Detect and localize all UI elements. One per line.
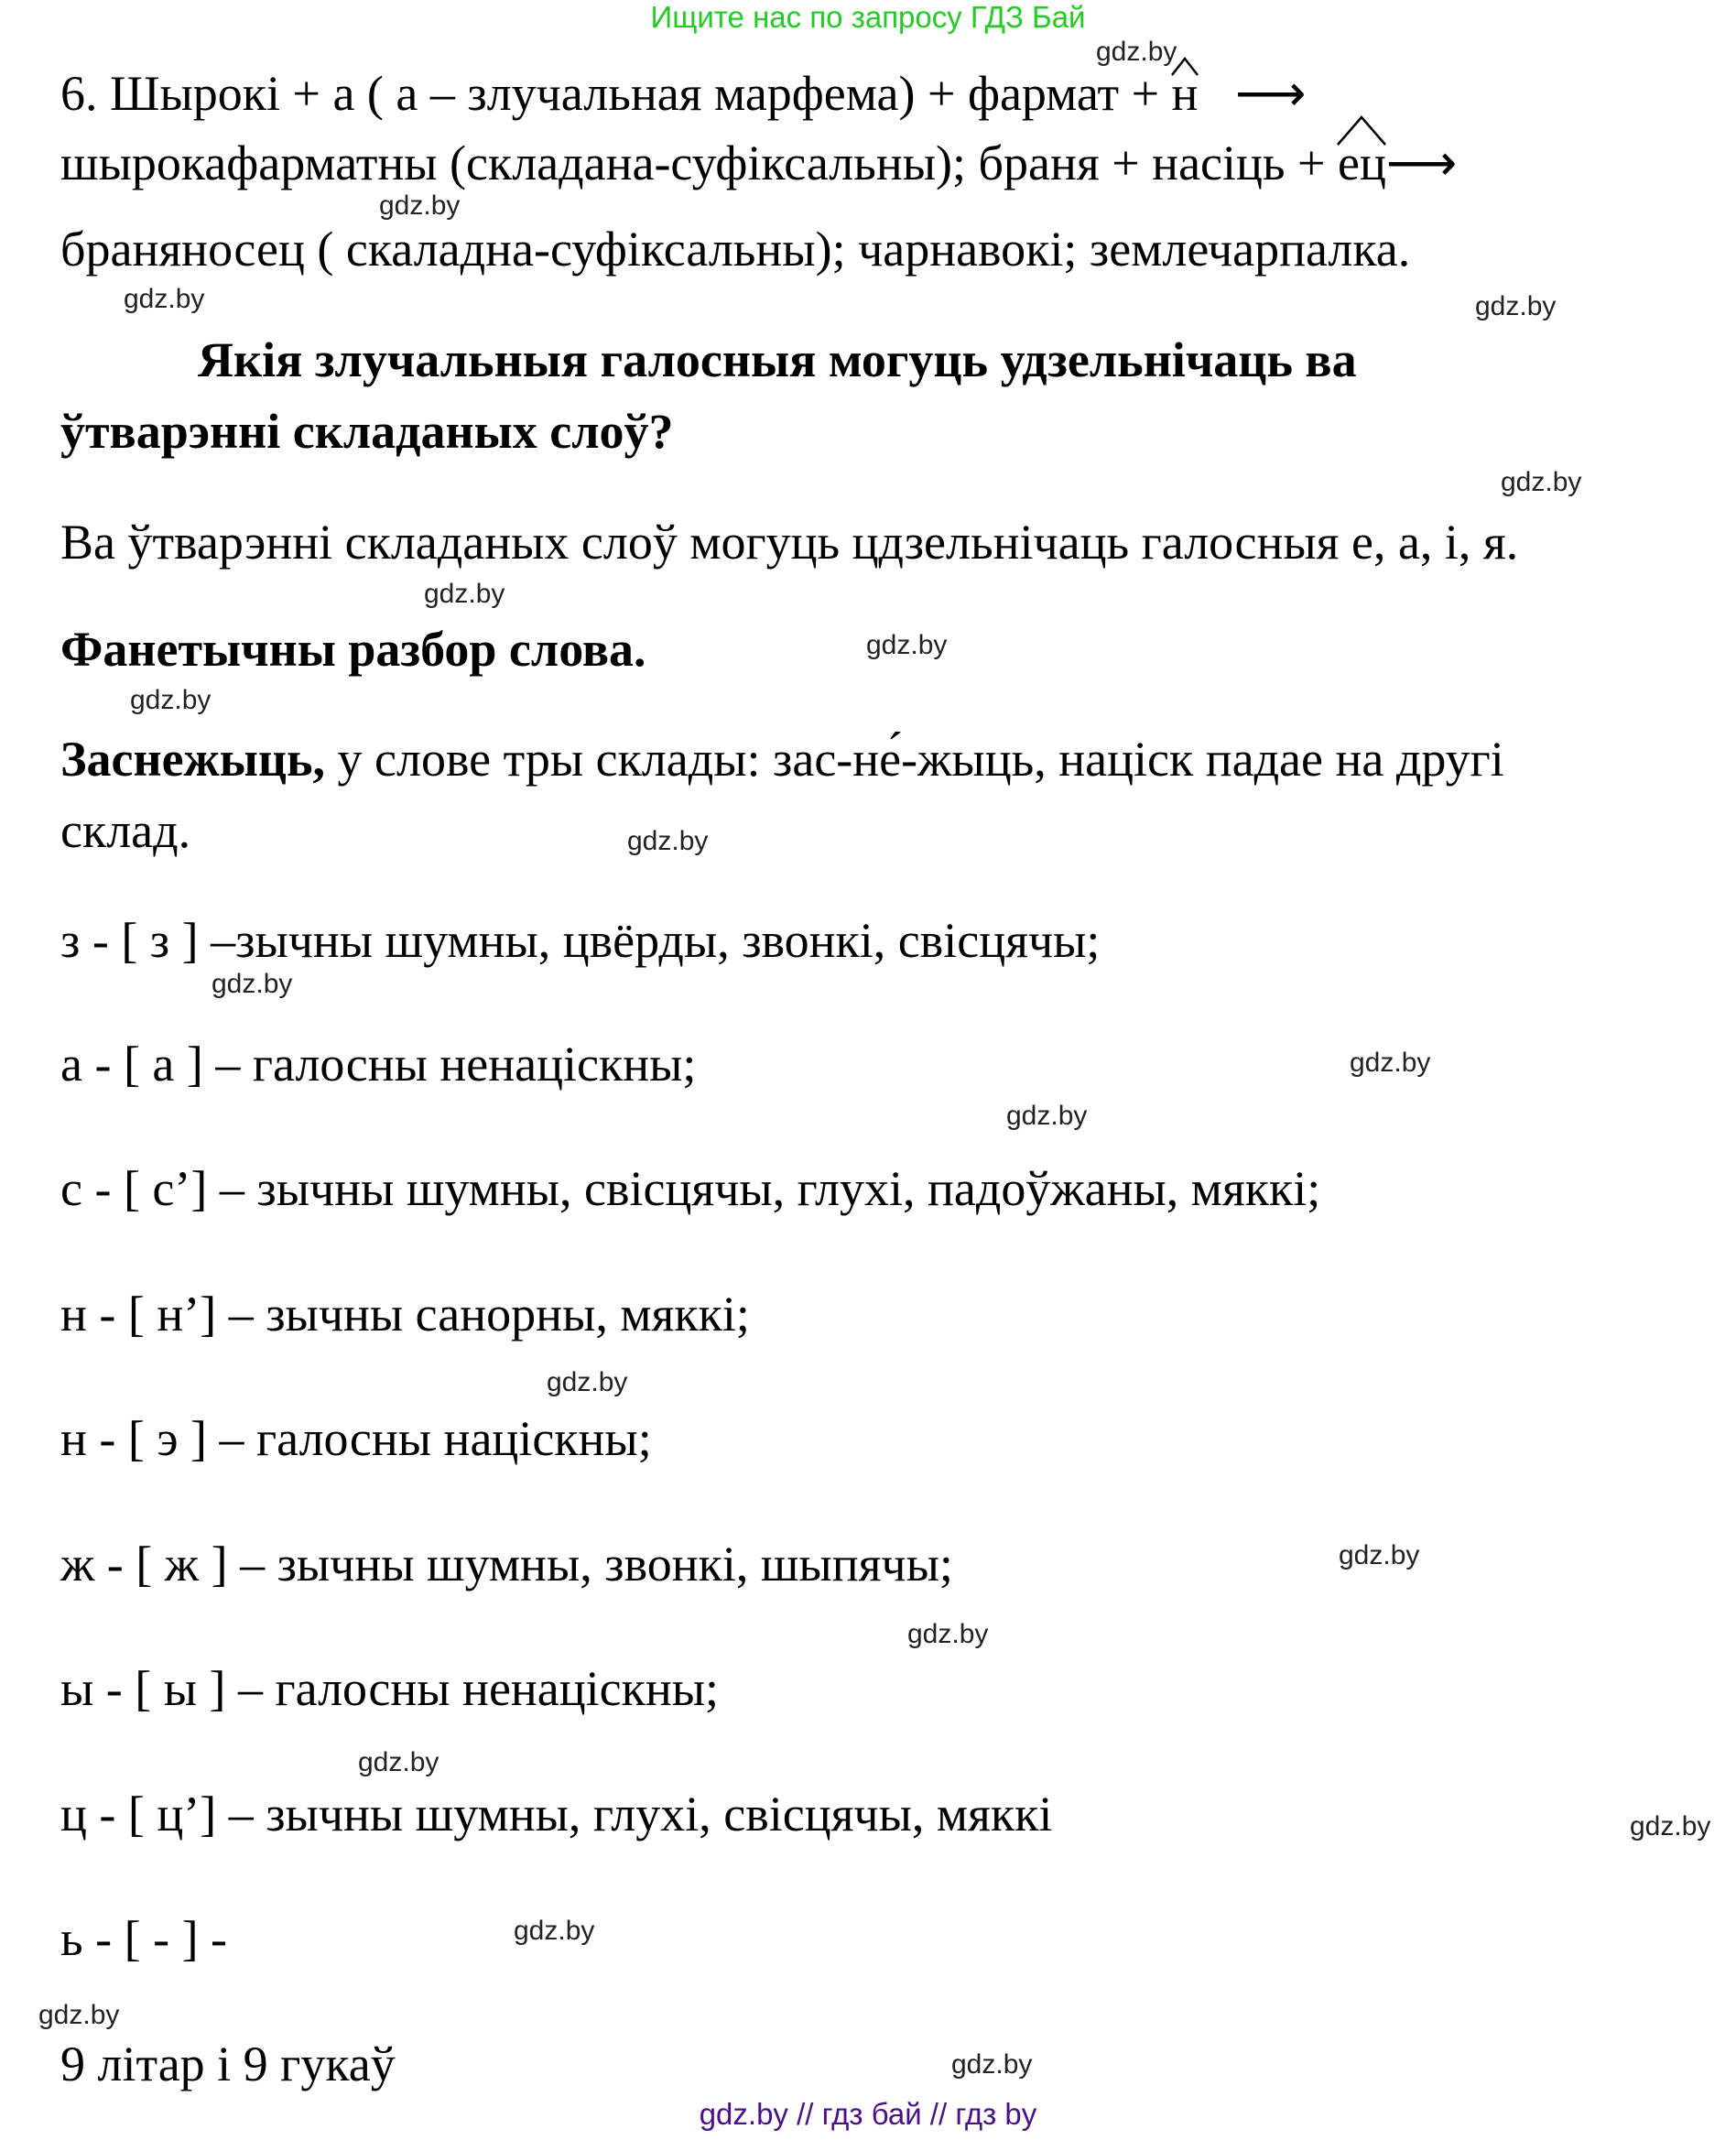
watermark: gdz.by [1475,291,1557,321]
sound-row: ц - [ ц’] – зычны шумны, глухі, свісцячы, мяккі [60,1787,1053,1841]
watermark: gdz.by [1501,467,1582,497]
hat-mark-ec: ец [1338,137,1386,189]
task6-line1-text: 6. Шырокі + а ( а – злучальная марфема) + фармат + [60,66,1160,121]
header-banner[interactable]: Ищите нас по запросу ГДЗ Бай [650,0,1086,34]
sound-row: з - [ з ] –зычны шумны, цвёрды, звонкі, свісцячы; [60,913,1101,968]
sound-row: а - [ а ] – галосны ненацiскны; [60,1037,697,1092]
word-line1 [60,733,1504,785]
arrow-icon: ⟶ [1234,66,1307,121]
watermark: gdz.by [424,579,505,609]
hat-mark-n: н [1172,68,1199,119]
sound-row: н - [ н’] – зычны санорны, мяккі; [60,1287,750,1342]
watermark: gdz.by [1006,1101,1088,1131]
sound-row: с - [ с’] – зычны шумны, свісцячы, глухі, падоўжаны, мяккі; [60,1161,1321,1216]
task6-line1 [60,68,1306,119]
watermark: gdz.by [212,969,293,999]
sound-row: ь - [ - ] - [60,1911,228,1966]
sound-row: н - [ э ] – галосны націскны; [60,1411,652,1466]
question-line1: Якія злучальныя галосныя могуць удзельнічаць ва [198,332,1357,387]
sound-row: ж - [ ж ] – зычны шумны, звонкі, шыпячы; [60,1537,953,1591]
summary-text: 9 літар і 9 гукаў [60,2037,396,2091]
task6-line2 [60,137,1457,189]
watermark: gdz.by [627,826,709,856]
word-description: у слове тры склады: зас-не́-жыць, націск падае на другі [325,732,1504,787]
watermark: gdz.by [866,630,948,660]
watermark: gdz.by [1350,1048,1431,1078]
analysis-title: Фанетычны разбор слова. [60,622,646,677]
footer-links[interactable]: gdz.by // гдз бай // гдз by [699,2097,1037,2131]
sound-row: ы - [ ы ] – галосны ненацiскны; [60,1661,720,1716]
watermark: gdz.by [124,284,205,314]
task6-line3: браняносец ( скаладна-суфіксальны); чарнавокі; землечарпалка. [60,222,1411,277]
watermark: gdz.by [358,1747,439,1777]
word-line2: склад. [60,803,191,858]
caret-icon [1334,114,1389,147]
answer-text: Ва ўтварэнні складаных слоў могуць цдзельнічаць галосныя е, а, і, я. [60,515,1519,570]
watermark: gdz.by [1339,1540,1420,1570]
watermark: gdz.by [379,190,461,221]
question-line2: ўтварэнні складаных слоў? [60,404,674,459]
watermark: gdz.by [907,1619,989,1649]
word-bold: Заснежыць, [60,732,326,787]
watermark: gdz.by [130,685,212,715]
watermark: gdz.by [951,2049,1033,2080]
arrow-icon: ⟶ [1385,136,1458,190]
watermark: gdz.by [547,1367,628,1397]
task6-line2-text: шырокафарматны (складана-суфіксальны); браня + насіць + [60,136,1326,190]
watermark: gdz.by [1630,1811,1711,1841]
watermark: gdz.by [1096,37,1177,67]
watermark: gdz.by [514,1916,595,1946]
watermark: gdz.by [38,2000,120,2030]
